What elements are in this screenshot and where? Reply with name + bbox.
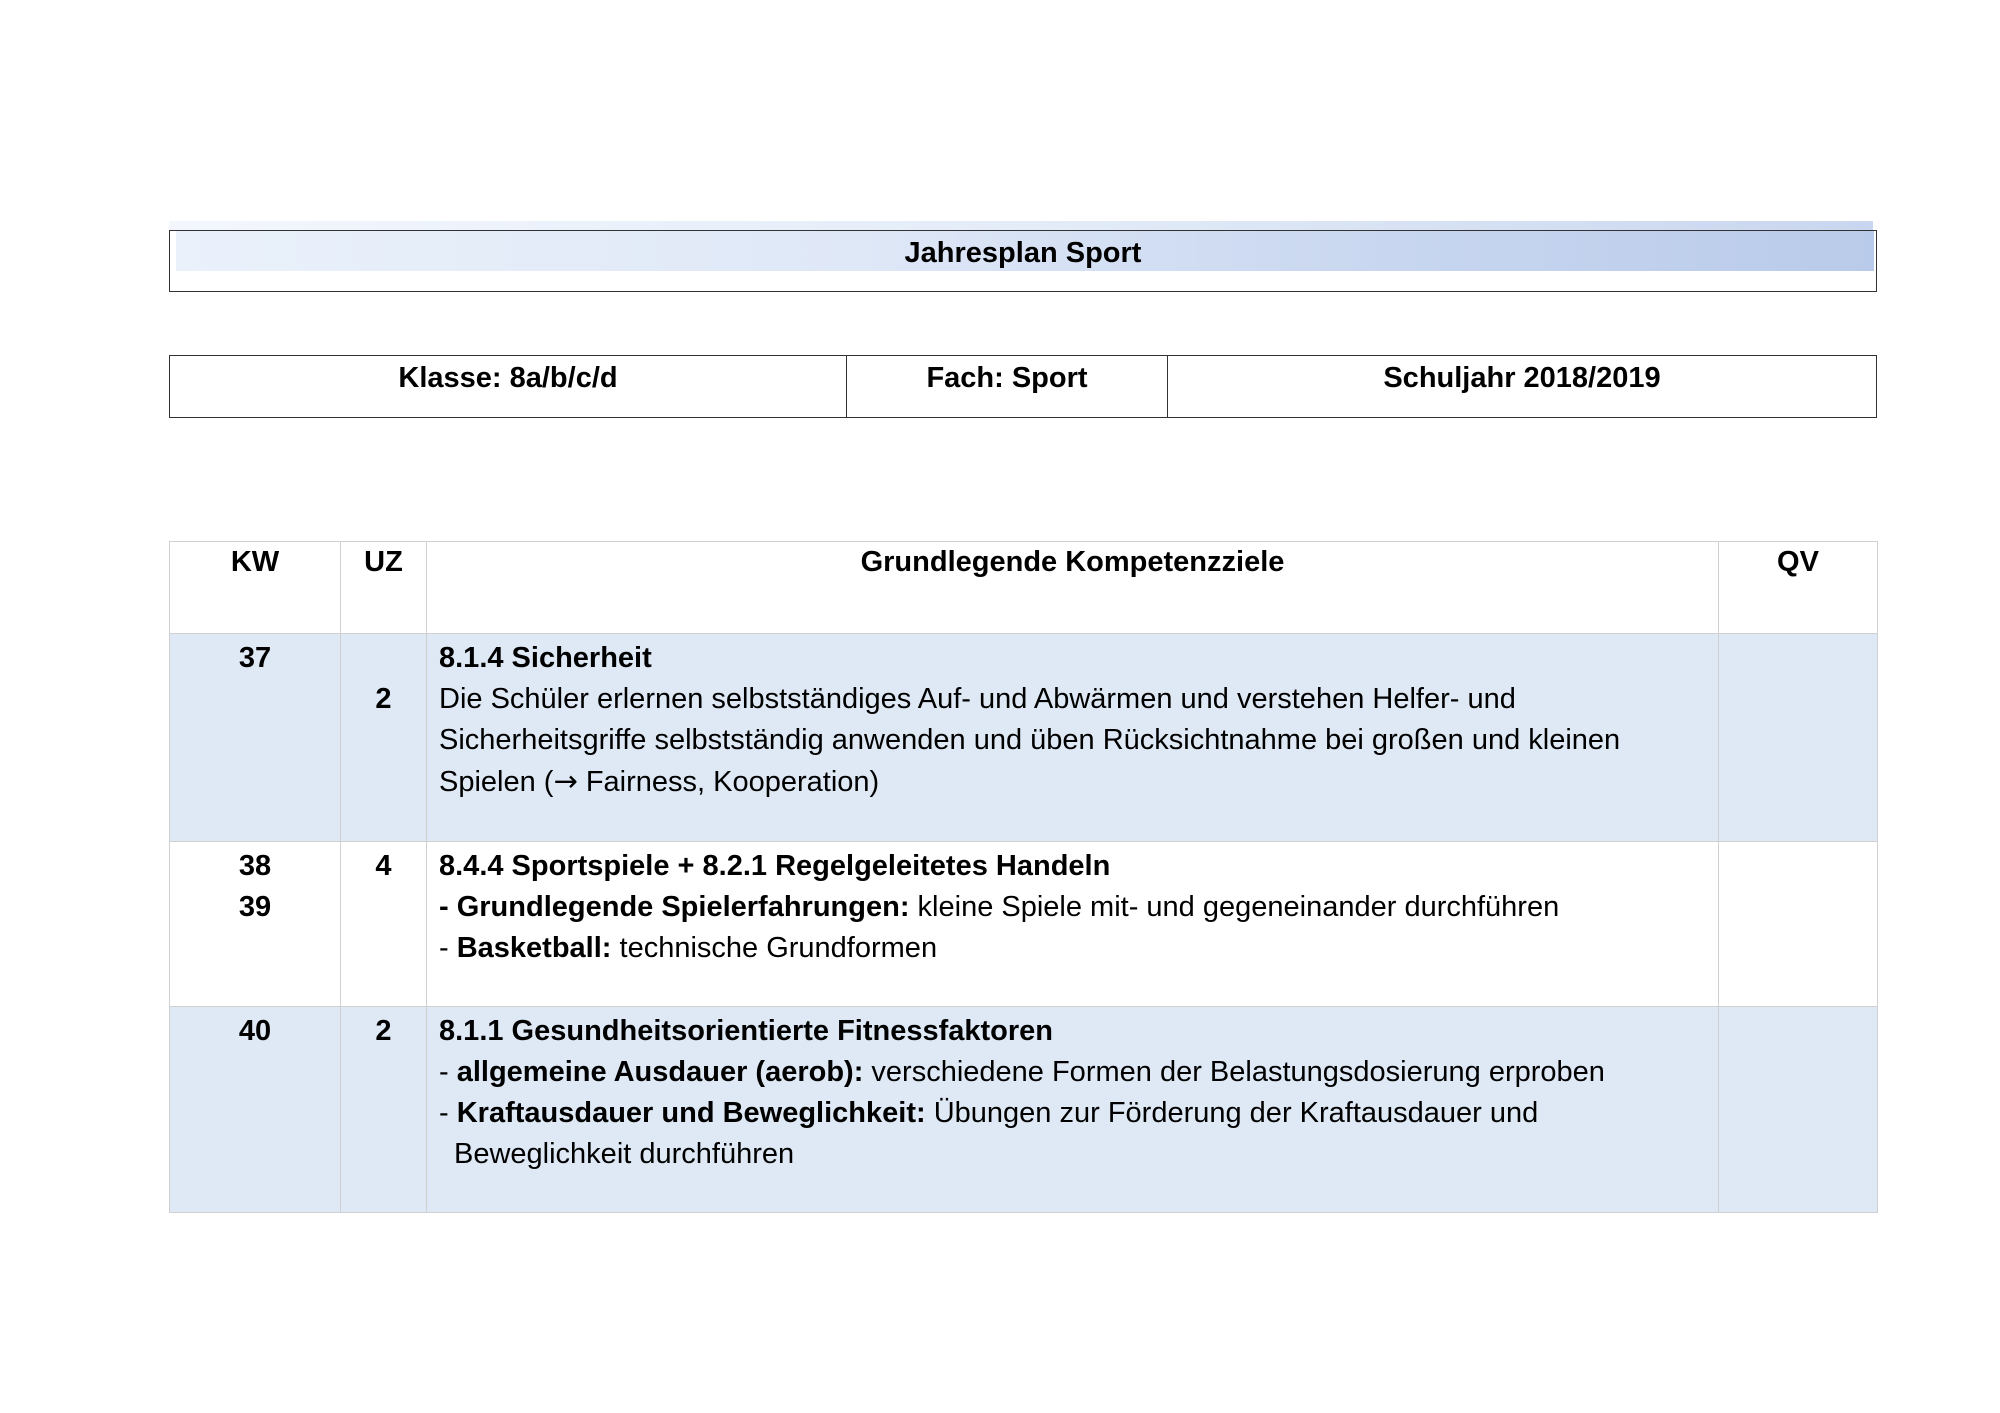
header-kw: KW [170, 542, 341, 634]
goal-item-text: technische Grundformen [611, 932, 938, 964]
goal-item-text: Übungen zur Förderung der Kraftausdauer und [925, 1097, 1539, 1129]
goal-heading: 8.1.4 Sicherheit [439, 642, 652, 674]
goal-text-line: Sicherheitsgriffe selbstständig anwenden und üben Rücksichtnahme bei großen und kleinen [439, 724, 1621, 756]
kw-value: 39 [238, 891, 272, 923]
header-qv: QV [1719, 542, 1878, 634]
cell-uz [341, 634, 427, 842]
cell-uz [341, 842, 427, 1007]
goal-item [439, 887, 1706, 928]
kw-value: 38 [238, 850, 272, 882]
goal-item-label: allgemeine Ausdauer (aerob): [456, 1056, 864, 1088]
cell-qv [1719, 842, 1878, 1007]
cell-kw [170, 634, 341, 842]
title-box [169, 230, 1877, 292]
cell-qv [1719, 1007, 1878, 1213]
plan-table [169, 541, 1878, 1213]
info-box [169, 355, 1877, 418]
info-klasse: Klasse: 8a/b/c/d [170, 356, 847, 417]
kw-value: 37 [238, 642, 272, 674]
header-goals: Grundlegende Kompetenzziele [427, 542, 1719, 634]
cell-goals [427, 634, 1719, 842]
goal-item-prefix: - [439, 1056, 457, 1088]
cell-kw [170, 842, 341, 1007]
table-header-row [170, 542, 1878, 634]
table-row [170, 634, 1878, 842]
uz-value: 2 [375, 683, 392, 715]
cell-uz [341, 1007, 427, 1213]
goal-item-label: Kraftausdauer und Beweglichkeit: [456, 1097, 926, 1129]
goal-item [439, 1052, 1706, 1093]
goal-text-line: Die Schüler erlernen selbstständiges Auf- und Abwärmen und verstehen Helfer- und [439, 683, 1516, 715]
uz-value: 4 [375, 850, 392, 882]
uz-spacer [342, 638, 425, 679]
uz-value: 2 [375, 1015, 392, 1047]
info-schuljahr: Schuljahr 2018/2019 [1383, 362, 1661, 394]
goal-item-text: kleine Spiele mit- und gegeneinander durchführen [909, 891, 1560, 923]
goal-item-prefix: - [439, 932, 457, 964]
table-row [170, 1007, 1878, 1213]
kw-value: 40 [238, 1015, 272, 1047]
goal-item-continuation: Beweglichkeit durchführen [454, 1138, 795, 1170]
title-gradient-accent [169, 221, 1873, 230]
goal-text: Spielen ( [439, 766, 554, 798]
arrow-right-icon: → [553, 764, 578, 798]
goal-item-text: verschiedene Formen der Belastungsdosierung erproben [863, 1056, 1605, 1088]
goal-item-label: Basketball: [456, 932, 612, 964]
goal-heading: 8.1.1 Gesundheitsorientierte Fitnessfaktoren [439, 1015, 1054, 1047]
goal-heading: 8.4.4 Sportspiele + 8.2.1 Regelgeleitetes Handeln [439, 850, 1111, 882]
goal-item [439, 1093, 1706, 1134]
goal-text-line [439, 761, 1706, 803]
page-title: Jahresplan Sport [904, 237, 1142, 269]
goal-item [439, 928, 1706, 969]
info-fach: Fach: Sport [847, 356, 1168, 417]
cell-goals [427, 842, 1719, 1007]
cell-goals [427, 1007, 1719, 1213]
cell-qv [1719, 634, 1878, 842]
cell-kw [170, 1007, 341, 1213]
goal-item-label: - Grundlegende Spielerfahrungen: [439, 891, 910, 923]
header-uz: UZ [341, 542, 427, 634]
goal-text: Fairness, Kooperation) [577, 766, 880, 798]
goal-item-prefix: - [439, 1097, 457, 1129]
table-row [170, 842, 1878, 1007]
